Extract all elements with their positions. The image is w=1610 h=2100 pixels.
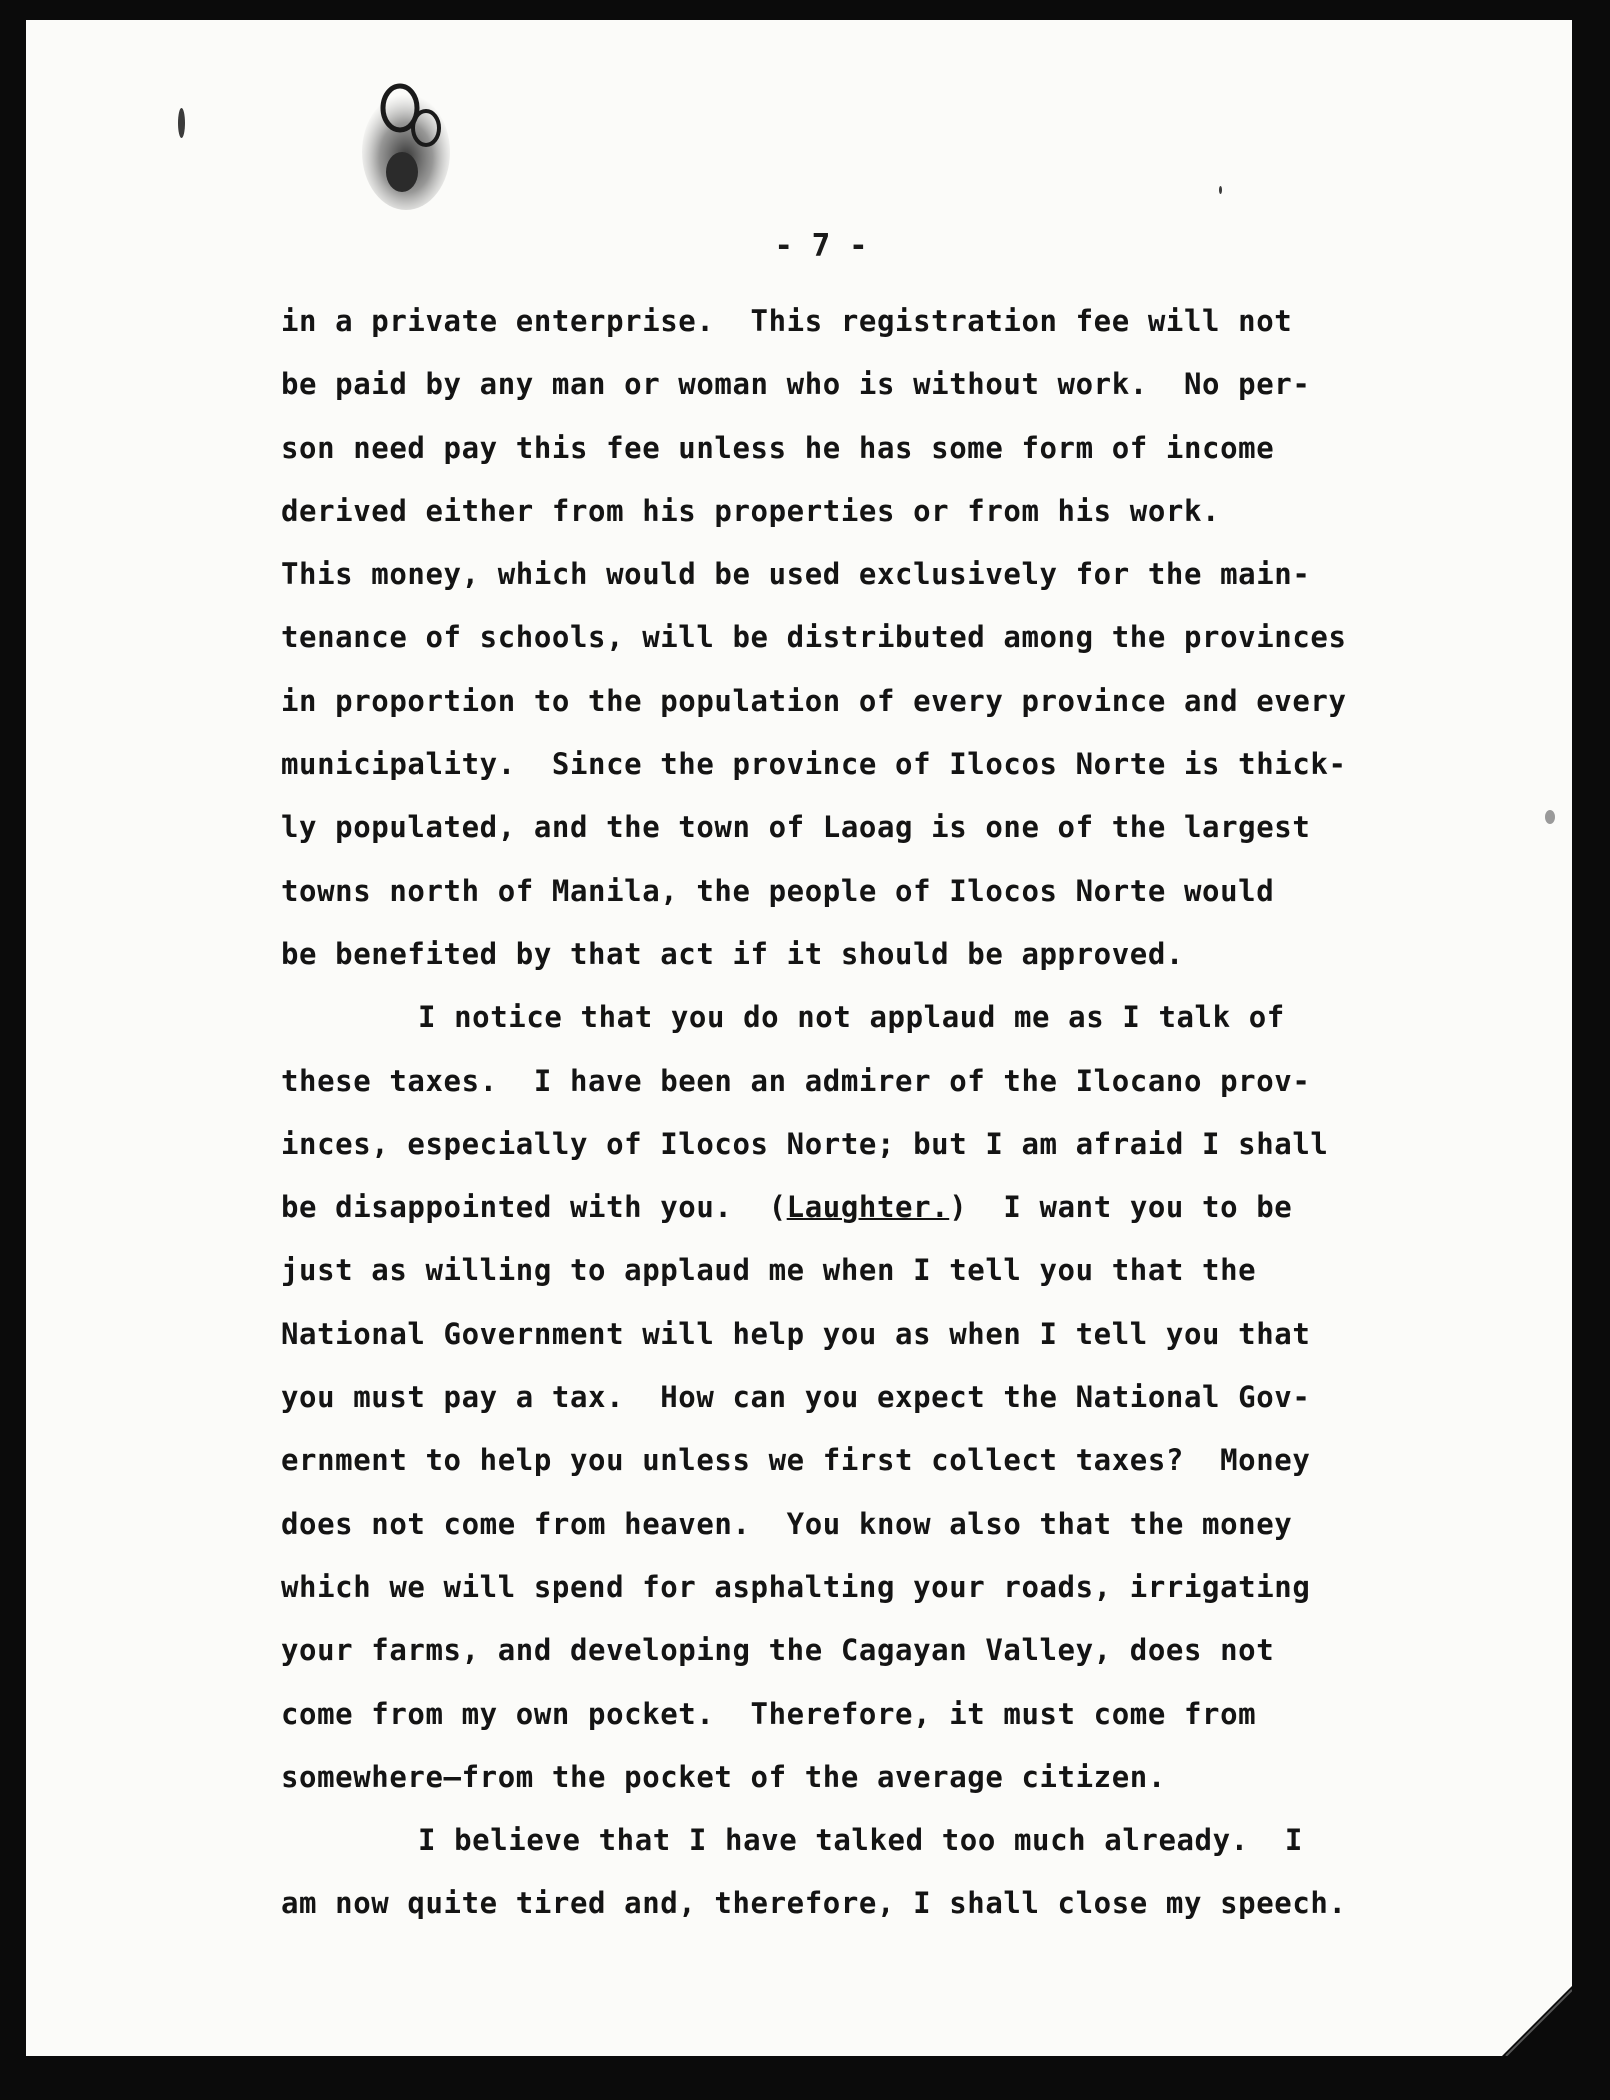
text-line: does not come from heaven. You know also that the money bbox=[281, 1506, 1293, 1541]
text-segment: ) I want you to be bbox=[949, 1190, 1293, 1225]
text-line: these taxes. I have been an admirer of the Ilocano prov- bbox=[281, 1063, 1311, 1098]
text-line: municipality. Since the province of Ilocos Norte is thick- bbox=[281, 747, 1347, 782]
text-segment: be disappointed with you. ( bbox=[281, 1190, 787, 1225]
text-line: you must pay a tax. How can you expect the National Gov- bbox=[281, 1380, 1311, 1415]
text-line: be paid by any man or woman who is without work. No per- bbox=[281, 367, 1311, 402]
text-line: ly populated, and the town of Laoag is one of the largest bbox=[281, 810, 1311, 845]
text-line: inces, especially of Ilocos Norte; but I am afraid I shall bbox=[281, 1126, 1329, 1161]
text-line: derived either from his properties or from his work. bbox=[281, 493, 1221, 528]
text-line bbox=[281, 1176, 1481, 1239]
binder-hole-mark bbox=[362, 80, 454, 212]
page-number: - 7 - bbox=[774, 228, 868, 264]
text-line: just as willing to applaud me when I tell you that the bbox=[281, 1253, 1257, 1288]
text-line: in proportion to the population of every province and every bbox=[281, 683, 1347, 718]
ink-speck bbox=[1219, 186, 1222, 194]
document-body bbox=[281, 290, 1481, 1936]
text-line: somewhere—from the pocket of the average citizen. bbox=[281, 1759, 1166, 1794]
text-line: which we will spend for asphalting your roads, irrigating bbox=[281, 1569, 1311, 1604]
text-line: ernment to help you unless we first collect taxes? Money bbox=[281, 1443, 1311, 1478]
text-line: towns north of Manila, the people of Ilocos Norte would bbox=[281, 873, 1275, 908]
ink-speck bbox=[1545, 810, 1555, 824]
text-line: tenance of schools, will be distributed among the provinces bbox=[281, 620, 1347, 655]
text-line: come from my own pocket. Therefore, it must come from bbox=[281, 1696, 1257, 1731]
text-line: in a private enterprise. This registration fee will not bbox=[281, 304, 1293, 338]
text-line: your farms, and developing the Cagayan Valley, does not bbox=[281, 1633, 1275, 1668]
underlined-stage-direction: Laughter. bbox=[786, 1190, 950, 1225]
text-line: son need pay this fee unless he has some form of income bbox=[281, 430, 1275, 465]
text-line: be benefited by that act if it should be approved. bbox=[281, 936, 1184, 971]
text-line: I believe that I have talked too much already. I bbox=[418, 1823, 1303, 1858]
text-line: am now quite tired and, therefore, I shall close my speech. bbox=[281, 1886, 1347, 1921]
text-line: This money, which would be used exclusively for the main- bbox=[281, 557, 1311, 592]
text-line: National Government will help you as when I tell you that bbox=[281, 1316, 1311, 1351]
ink-speck bbox=[178, 108, 185, 138]
text-line: I notice that you do not applaud me as I talk of bbox=[418, 1000, 1285, 1035]
document-page bbox=[26, 20, 1572, 2056]
page-corner-curl bbox=[1502, 1986, 1572, 2056]
